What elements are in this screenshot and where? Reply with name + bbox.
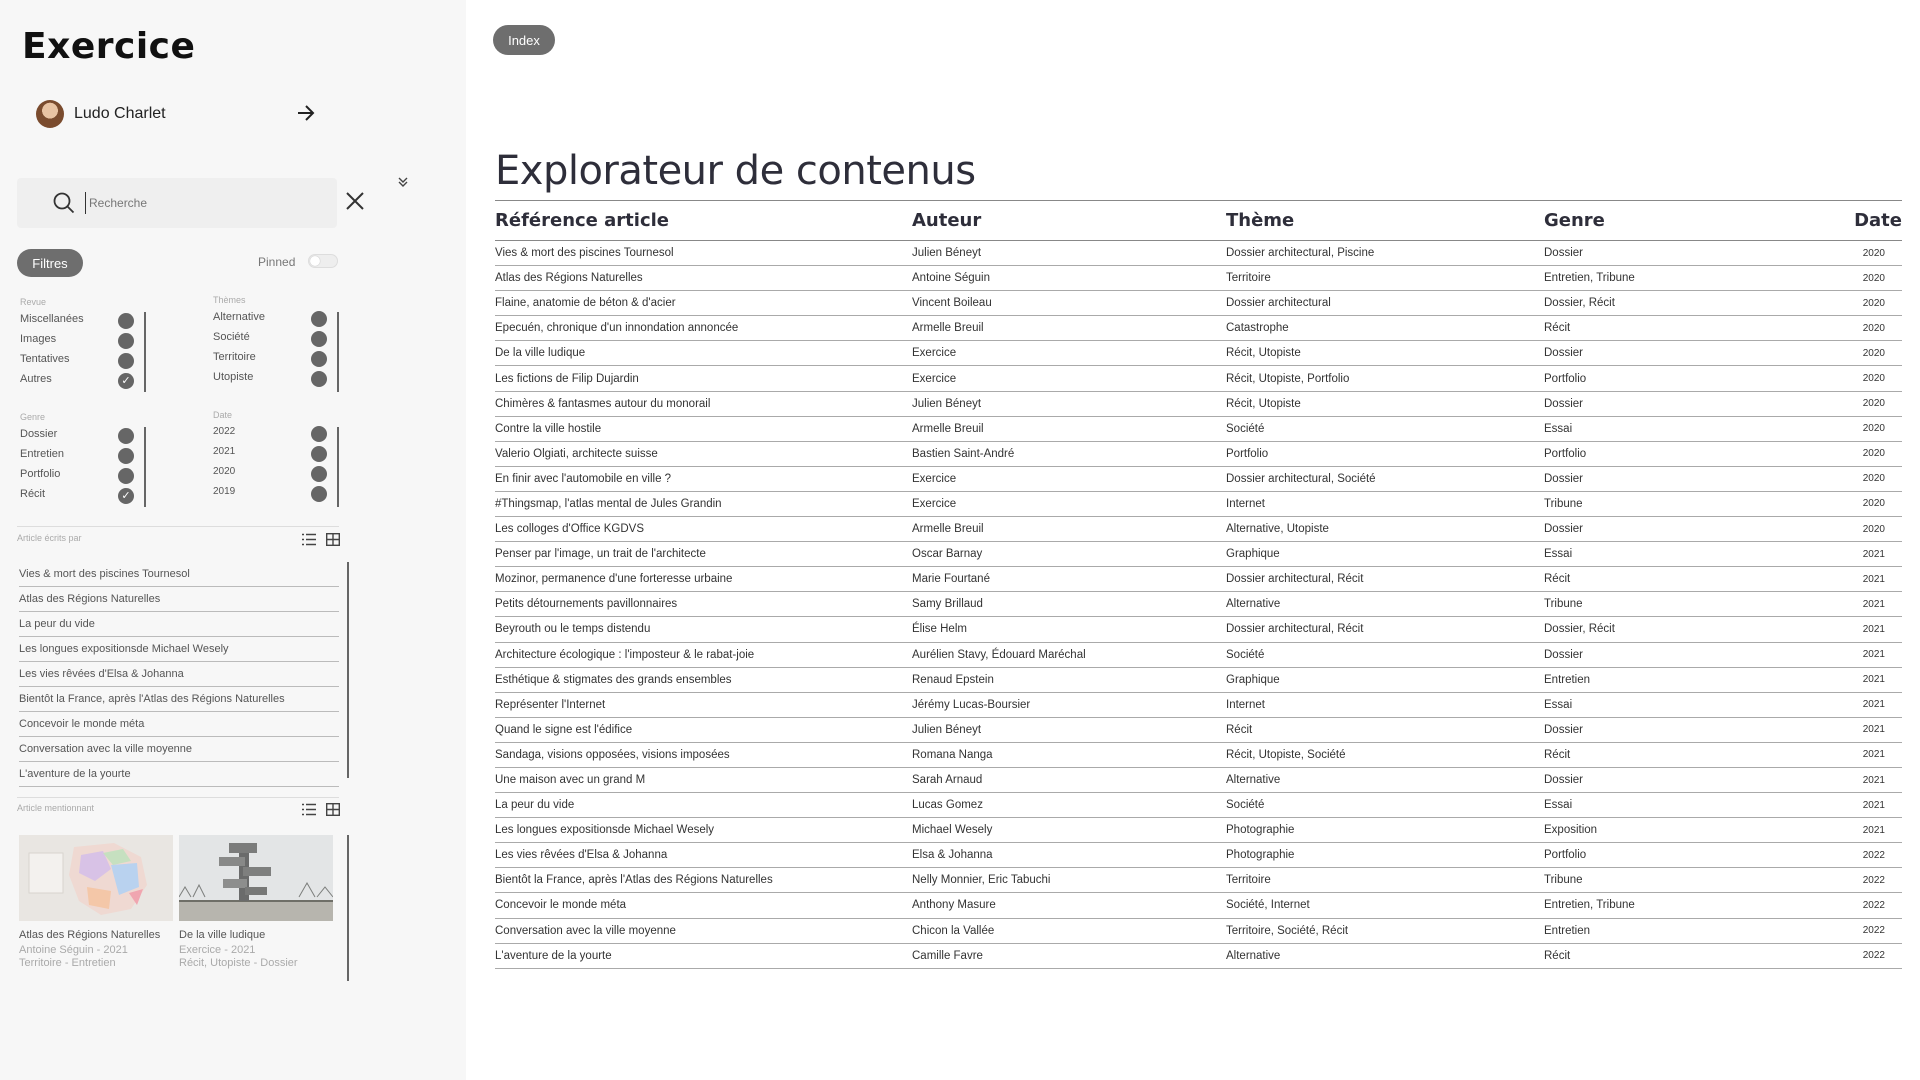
cell-theme: Société [1226,416,1544,441]
arrow-right-icon[interactable] [296,102,316,124]
user-profile[interactable] [36,100,166,128]
table-row[interactable] [495,542,1902,567]
filter-option[interactable] [213,311,331,327]
cell-genre: Exposition [1544,818,1824,843]
filter-option[interactable] [20,468,138,484]
filter-label: Miscellanées [20,313,84,325]
cell-reference: Les fictions de Filip Dujardin [495,366,912,391]
filter-group-revue [20,313,138,395]
list-item[interactable]: Bientôt la France, après l'Atlas des Régions Naturelles [19,687,339,712]
cell-auteur: Marie Fourtané [912,567,1226,592]
cell-auteur: Aurélien Stavy, Édouard Maréchal [912,642,1226,667]
cell-auteur: Exercice [912,341,1226,366]
checkbox[interactable] [118,448,134,464]
cell-theme: Alternative, Utopiste [1226,517,1544,542]
cell-auteur: Nelly Monnier, Eric Tabuchi [912,868,1226,893]
list-item[interactable]: Vies & mort des piscines Tournesol [19,562,339,587]
cell-date: 2022 [1824,868,1902,893]
cell-date: 2020 [1824,291,1902,316]
cell-theme: Alternative [1226,592,1544,617]
filter-group-title-themes: Thèmes [213,295,246,305]
card-tags: Récit, Utopiste - Dossier [179,957,298,969]
cell-genre: Récit [1544,567,1824,592]
list-item[interactable]: Les longues expositionsde Michael Wesely [19,637,339,662]
scrollbar[interactable] [144,427,146,507]
cell-genre: Dossier [1544,241,1824,266]
cell-auteur: Anthony Masure [912,893,1226,918]
cell-reference: Les vies rêvées d'Elsa & Johanna [495,843,912,868]
cell-auteur: Lucas Gomez [912,793,1226,818]
cell-genre: Tribune [1544,491,1824,516]
cell-genre: Essai [1544,416,1824,441]
mentioning-cards [19,835,339,969]
cell-date: 2021 [1824,742,1902,767]
cell-theme: Internet [1226,692,1544,717]
cell-genre: Dossier, Récit [1544,617,1824,642]
cell-reference: De la ville ludique [495,341,912,366]
cell-reference: Flaine, anatomie de béton & d'acier [495,291,912,316]
search-box [17,178,337,228]
filter-label: Tentatives [20,353,70,365]
checkbox[interactable] [311,446,327,462]
search-icon [53,192,75,214]
cell-theme: Graphique [1226,542,1544,567]
cell-date: 2021 [1824,692,1902,717]
card-author-year: Antoine Séguin - 2021 [19,944,128,956]
cell-auteur: Exercice [912,491,1226,516]
cell-genre: Essai [1544,793,1824,818]
cell-theme: Récit, Utopiste, Société [1226,742,1544,767]
grid-view-icon[interactable] [326,803,340,816]
table-row[interactable] [495,767,1902,792]
thumbnail-tower[interactable] [179,835,333,921]
cell-reference: En finir avec l'automobile en ville ? [495,466,912,491]
filter-group-genre [20,428,138,510]
cell-date: 2021 [1824,818,1902,843]
cell-reference: Sandaga, visions opposées, visions imposées [495,742,912,767]
list-view-icon[interactable] [302,803,316,816]
cell-reference: #Thingsmap, l'atlas mental de Jules Grandin [495,491,912,516]
filter-option[interactable] [20,428,138,444]
cell-date: 2020 [1824,517,1902,542]
filter-option[interactable] [213,351,331,367]
cell-reference: La peur du vide [495,793,912,818]
card-title: Atlas des Régions Naturelles [19,929,161,941]
cell-theme: Portfolio [1226,441,1544,466]
cell-reference: Bientôt la France, après l'Atlas des Régions Naturelles [495,868,912,893]
table-row[interactable] [495,567,1902,592]
cell-date: 2020 [1824,466,1902,491]
grid-view-icon[interactable] [326,533,340,546]
written-by-list [19,562,339,787]
cell-reference: Mozinor, permanence d'une forteresse urbaine [495,567,912,592]
cell-auteur: Armelle Breuil [912,316,1226,341]
cell-date: 2022 [1824,893,1902,918]
cell-auteur: Armelle Breuil [912,416,1226,441]
pinned-label: Pinned [258,255,296,269]
cell-date: 2020 [1824,366,1902,391]
cell-theme: Dossier architectural, Société [1226,466,1544,491]
scrollbar[interactable] [347,562,349,778]
main-content [466,0,1920,1080]
cell-reference: Une maison avec un grand M [495,767,912,792]
cell-theme: Territoire [1226,868,1544,893]
cell-reference: Esthétique & stigmates des grands ensembles [495,667,912,692]
cell-auteur: Samy Brillaud [912,592,1226,617]
checkbox[interactable] [118,468,134,484]
cell-genre: Tribune [1544,592,1824,617]
table-row[interactable] [495,366,1902,391]
cell-date: 2022 [1824,843,1902,868]
cell-theme: Société [1226,793,1544,818]
brand-logo[interactable]: Exercice [22,26,196,67]
list-item[interactable]: Concevoir le monde méta [19,712,339,737]
cell-date: 2022 [1824,943,1902,968]
filter-group-title-date: Date [213,410,233,420]
cell-genre: Portfolio [1544,366,1824,391]
cell-theme: Photographie [1226,843,1544,868]
table-row[interactable] [495,316,1902,341]
avatar [36,100,64,128]
cell-reference: Petits détournements pavillonnaires [495,592,912,617]
checkbox[interactable] [311,486,327,502]
checkbox[interactable] [118,353,134,369]
article-card[interactable] [19,835,173,969]
checkbox[interactable] [311,466,327,482]
cell-auteur: Élise Helm [912,617,1226,642]
cell-reference: Contre la ville hostile [495,416,912,441]
cell-genre: Récit [1544,943,1824,968]
table-row[interactable] [495,642,1902,667]
filter-label: Portfolio [20,468,61,480]
cell-auteur: Renaud Epstein [912,667,1226,692]
cell-theme: Alternative [1226,767,1544,792]
scrollbar[interactable] [337,427,339,507]
cell-genre: Dossier [1544,466,1824,491]
filter-option[interactable] [213,331,331,347]
list-item[interactable]: Les vies rêvées d'Elsa & Johanna [19,662,339,687]
cell-auteur: Michael Wesely [912,818,1226,843]
cell-auteur: Julien Béneyt [912,241,1226,266]
table-row[interactable] [495,893,1902,918]
table-row[interactable] [495,843,1902,868]
page-title: Explorateur de contenus [495,148,976,194]
cell-date: 2021 [1824,542,1902,567]
cell-genre: Entretien [1544,667,1824,692]
scrollbar[interactable] [347,835,349,981]
filter-label: 2021 [213,446,236,457]
cell-date: 2020 [1824,316,1902,341]
thumbnail-map[interactable] [19,835,173,921]
filter-label: Entretien [20,448,65,460]
filter-group-date [213,426,331,508]
column-header-reference[interactable]: Référence article [495,201,912,241]
cell-genre: Dossier, Récit [1544,291,1824,316]
filter-option[interactable] [20,373,138,389]
cell-date: 2021 [1824,642,1902,667]
cell-reference: Beyrouth ou le temps distendu [495,617,912,642]
column-header-auteur[interactable]: Auteur [912,201,1226,241]
filter-option[interactable] [20,313,138,329]
list-item[interactable]: La peur du vide [19,612,339,637]
cell-genre: Dossier [1544,767,1824,792]
filter-label: Utopiste [213,371,254,383]
cell-date: 2020 [1824,491,1902,516]
mentioning-title: Article mentionnant [17,803,95,813]
scrollbar[interactable] [144,312,146,392]
cell-theme: Internet [1226,491,1544,516]
filter-label: 2022 [213,426,236,437]
table-row[interactable] [495,918,1902,943]
cell-genre: Dossier [1544,717,1824,742]
cell-date: 2020 [1824,391,1902,416]
table-body [495,241,1902,969]
content-table [495,200,1902,969]
chevron-double-down-icon[interactable] [398,176,408,188]
cell-date: 2020 [1824,441,1902,466]
close-icon[interactable] [346,192,364,210]
cell-genre: Entretien, Tribune [1544,266,1824,291]
cell-reference: Représenter l'Internet [495,692,912,717]
checkbox[interactable] [311,351,327,367]
article-card[interactable] [179,835,333,969]
cell-auteur: Vincent Boileau [912,291,1226,316]
cell-genre: Dossier [1544,341,1824,366]
checkbox[interactable] [311,426,327,442]
cell-theme: Alternative [1226,943,1544,968]
cell-auteur: Bastien Saint-André [912,441,1226,466]
cell-theme: Société, Internet [1226,893,1544,918]
cell-reference: Penser par l'image, un trait de l'architecte [495,542,912,567]
table-row[interactable] [495,617,1902,642]
tab-index[interactable]: Index [493,25,555,55]
cell-auteur: Chicon la Vallée [912,918,1226,943]
cell-auteur: Julien Béneyt [912,391,1226,416]
checkbox[interactable] [118,333,134,349]
scrollbar[interactable] [337,312,339,392]
cell-reference: Valerio Olgiati, architecte suisse [495,441,912,466]
table-row[interactable] [495,241,1902,266]
table-row[interactable] [495,818,1902,843]
cell-reference: Concevoir le monde méta [495,893,912,918]
cell-auteur: Julien Béneyt [912,717,1226,742]
cell-theme: Graphique [1226,667,1544,692]
filter-label: Autres [20,373,52,385]
checkbox[interactable] [118,313,134,329]
cell-date: 2020 [1824,341,1902,366]
sidebar [0,0,466,1080]
checkbox[interactable] [118,428,134,444]
filter-option[interactable] [213,371,331,387]
cell-reference: Les colloges d'Office KGDVS [495,517,912,542]
cell-date: 2022 [1824,918,1902,943]
cell-auteur: Antoine Séguin [912,266,1226,291]
cell-date: 2021 [1824,592,1902,617]
filter-option[interactable] [20,353,138,369]
filter-label: Société [213,331,250,343]
pinned-toggle[interactable] [308,254,338,268]
table-row[interactable] [495,466,1902,491]
cell-reference: Architecture écologique : l'imposteur & le rabat-joie [495,642,912,667]
cell-reference: Conversation avec la ville moyenne [495,918,912,943]
checkbox[interactable] [311,311,327,327]
card-tags: Territoire - Entretien [19,957,116,969]
cell-theme: Catastrophe [1226,316,1544,341]
table-row[interactable] [495,742,1902,767]
cell-date: 2020 [1824,241,1902,266]
card-author-year: Exercice - 2021 [179,944,256,956]
cell-genre: Essai [1544,542,1824,567]
cell-reference: Vies & mort des piscines Tournesol [495,241,912,266]
cell-date: 2021 [1824,617,1902,642]
checkbox-checked[interactable] [118,488,134,504]
filter-option[interactable] [213,426,331,442]
filter-option[interactable] [213,466,331,482]
table-row[interactable] [495,491,1902,516]
cell-auteur: Exercice [912,466,1226,491]
table-row[interactable] [495,416,1902,441]
cell-date: 2020 [1824,266,1902,291]
list-view-icon[interactable] [302,533,316,546]
checkbox[interactable] [311,371,327,387]
cell-theme: Récit, Utopiste [1226,341,1544,366]
user-name: Ludo Charlet [74,105,166,122]
written-by-title: Article écrits par [17,533,82,543]
list-item[interactable]: L'aventure de la yourte [19,762,339,787]
cell-auteur: Romana Nanga [912,742,1226,767]
filter-option[interactable] [20,488,138,504]
cell-reference: Atlas des Régions Naturelles [495,266,912,291]
divider [17,526,339,527]
filter-label: Dossier [20,428,58,440]
table-row[interactable] [495,291,1902,316]
cell-date: 2020 [1824,416,1902,441]
filter-option[interactable] [20,448,138,464]
table-header-row [495,201,1902,241]
cell-theme: Dossier architectural, Récit [1226,567,1544,592]
filters-button[interactable]: Filtres [17,249,83,277]
cell-date: 2021 [1824,793,1902,818]
filter-label: Récit [20,488,46,500]
view-toggle [302,533,340,546]
cell-date: 2021 [1824,767,1902,792]
search-input[interactable] [85,192,325,214]
cell-date: 2021 [1824,717,1902,742]
cell-auteur: Exercice [912,366,1226,391]
cell-theme: Récit [1226,717,1544,742]
cell-date: 2021 [1824,667,1902,692]
cell-reference: Quand le signe est l'édifice [495,717,912,742]
table-row[interactable] [495,266,1902,291]
filter-label: 2020 [213,466,236,477]
cell-auteur: Sarah Arnaud [912,767,1226,792]
cell-genre: Entretien, Tribune [1544,893,1824,918]
table-row[interactable] [495,717,1902,742]
cell-genre: Portfolio [1544,441,1824,466]
table-row[interactable] [495,441,1902,466]
column-header-genre[interactable]: Genre [1544,201,1824,241]
cell-theme: Dossier architectural, Récit [1226,617,1544,642]
check-icon: ✓ [121,490,131,502]
cell-auteur: Camille Favre [912,943,1226,968]
filter-option[interactable] [213,446,331,462]
table-row[interactable] [495,517,1902,542]
list-item[interactable]: Atlas des Régions Naturelles [19,587,339,612]
cell-theme: Société [1226,642,1544,667]
table-row[interactable] [495,868,1902,893]
cell-genre: Tribune [1544,868,1824,893]
cell-theme: Territoire [1226,266,1544,291]
cell-reference: Chimères & fantasmes autour du monorail [495,391,912,416]
cell-genre: Dossier [1544,642,1824,667]
card-title: De la ville ludique [179,929,266,941]
cell-reference: Epecuén, chronique d'un innondation annoncée [495,316,912,341]
table-row[interactable] [495,943,1902,968]
cell-auteur: Oscar Barnay [912,542,1226,567]
cell-theme: Dossier architectural, Piscine [1226,241,1544,266]
table-row[interactable] [495,692,1902,717]
cell-genre: Dossier [1544,517,1824,542]
cell-reference: L'aventure de la yourte [495,943,912,968]
table-row[interactable] [495,341,1902,366]
divider [17,797,339,798]
cell-theme: Récit, Utopiste [1226,391,1544,416]
checkbox-checked[interactable] [118,373,134,389]
cell-genre: Portfolio [1544,843,1824,868]
column-header-date[interactable]: Date [1824,201,1902,241]
cell-auteur: Elsa & Johanna [912,843,1226,868]
cell-auteur: Armelle Breuil [912,517,1226,542]
cell-genre: Entretien [1544,918,1824,943]
filter-label: Alternative [213,311,265,323]
cell-theme: Dossier architectural [1226,291,1544,316]
cell-theme: Photographie [1226,818,1544,843]
table-row[interactable] [495,793,1902,818]
cell-genre: Récit [1544,316,1824,341]
cell-date: 2021 [1824,567,1902,592]
cell-theme: Territoire, Société, Récit [1226,918,1544,943]
filter-option[interactable] [213,486,331,502]
cell-theme: Récit, Utopiste, Portfolio [1226,366,1544,391]
column-header-theme[interactable]: Thème [1226,201,1544,241]
list-item[interactable]: Conversation avec la ville moyenne [19,737,339,762]
filter-label: 2019 [213,486,236,497]
filter-group-themes [213,311,331,393]
view-toggle [302,803,340,816]
check-icon: ✓ [121,375,131,387]
filter-label: Images [20,333,57,345]
cell-auteur: Jérémy Lucas-Boursier [912,692,1226,717]
cell-genre: Dossier [1544,391,1824,416]
table-row[interactable] [495,592,1902,617]
filter-label: Territoire [213,351,256,363]
table-row[interactable] [495,667,1902,692]
cell-genre: Récit [1544,742,1824,767]
filter-group-title-revue: Revue [20,297,47,307]
cell-reference: Les longues expositionsde Michael Wesely [495,818,912,843]
checkbox[interactable] [311,331,327,347]
cell-genre: Essai [1544,692,1824,717]
filter-group-title-genre: Genre [20,412,46,422]
table-row[interactable] [495,391,1902,416]
filter-option[interactable] [20,333,138,349]
